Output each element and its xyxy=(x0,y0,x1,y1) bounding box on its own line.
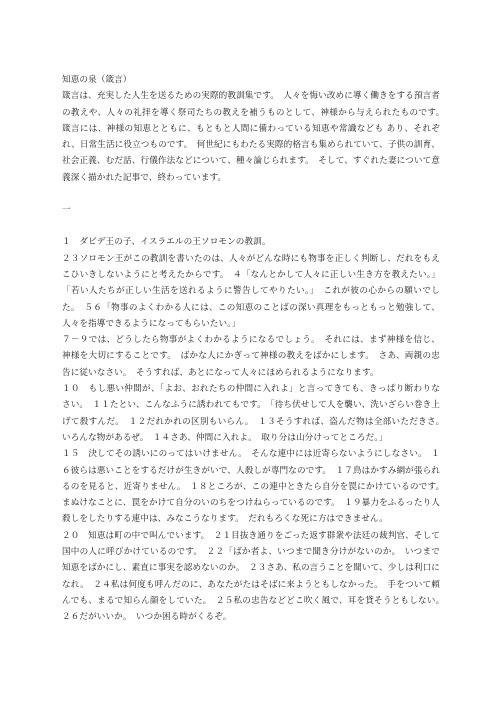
verse-paragraph: １ ダビデ王の子、イスラエルの王ソロモンの教訓。 xyxy=(62,237,271,248)
verse-paragraph: １０ もし悪い仲間が、「よお、おれたちの仲間に入れよ」と言ってきても、きっぱり断わりなさい。 １１たとい、こんなふうに誘われてもです。 「待ち伏せして人を襲い、洗いざらい巻き上げて殺すんだ。 １２だれかれの区別もいらん。 １３そうすれば、盗んだ物は全部いただきさ。 いろんな物があるぜ。 １４さあ、仲間に入れよ。 取り分は山分けってところだ。」 xyxy=(62,384,449,443)
verse-paragraph: １５ 決してその誘いにのってはいけません。 そんな連中には近寄らないようにしなさい。 １６彼らは悪いことをするだけが生きがいで、人殺しが専門なのです。 １７鳥はかすみ網が張られるのを見ると、近寄りません。 １８ところが、この連中ときたら自分を罠にかけているのです。 まぬけなことに、罠をかけて自分のいのちをつけねらっているのです。 １９暴力をふるったり人殺しをしたりする連中は、みなこうなります。 だれもろくな死に方はできません。 xyxy=(62,449,449,525)
intro-paragraph: 箴言は、充実した人生を送るための実際的教訓集です。 人々を悔い改めに導く働きをする預言者の教えや、人々の礼拝を導く祭司たちの教えを補うものとして、神様から与えられたものです。 箴言には、神様の知恵とともに、もともと人間に備わっている知恵や常識なども あり、それぞれ、日常生活に役立つものです。 何世紀にもわたる実際的格言も集められていて、子供の訓育、社会正義、むだ話、行儀作法などについて、種々論じられます。 そして、すぐれた妻について意義深く描かれた記事で、終わっています。 xyxy=(62,91,449,183)
verse-paragraph: ７－９では、どうしたら物事がよくわかるようになるでしょう。 それには、まず神様を信じ、神様を大切にすることです。 ばかな人にかぎって神様の教えをばかにします。 さあ、両親の忠告に従いなさい。 そうすれば、あとになって人々にほめられるようになります。 xyxy=(62,335,440,378)
section-gap xyxy=(62,218,440,234)
document-page xyxy=(62,72,449,626)
document-title: 知恵の泉（箴言） xyxy=(62,75,132,85)
section-gap xyxy=(62,186,440,202)
verse-paragraph: ２３ソロモン王がこの教訓を書いたのは、人々がどんな時にも物事を正しく判断し、だれをもえこひいきしないようにと考えたからです。 ４「なんとかして人々に正しい生き方を教えたい。」「若い人たちが正しい生活を送れるように警告してやりたい。」 これが彼の心からの願いでした。 ５６「物事のよくわかる人には、この知恵のことばの深い真理をもっともっと勉強して、人々を指導できるようになってもらいたい。」 xyxy=(62,253,440,329)
verse-paragraph: ２０ 知恵は町の中で叫んでいます。 ２１目抜き通りをごった返す群衆や法廷の裁判官、そして国中の人に呼びかけているのです。 ２２「ばか者よ、いつまで聞き分けがないのか。 いつまで知恵をばかにし、素直に事実を認めないのか。 ２３さあ、私の言うことを聞いて、少しは利口になれ。 ２４私は何度も呼んだのに、あなたがたはそばに来ようともしなかった。 手をついて頼んでも、まるで知らん顔をしていた。 ２５私の忠告などどこ吹く風で、耳を貸そうともしない。 ２６だがいいか。 いつか困る時がくるぞ。 xyxy=(62,530,449,623)
chapter-marker: 一 xyxy=(62,205,71,216)
